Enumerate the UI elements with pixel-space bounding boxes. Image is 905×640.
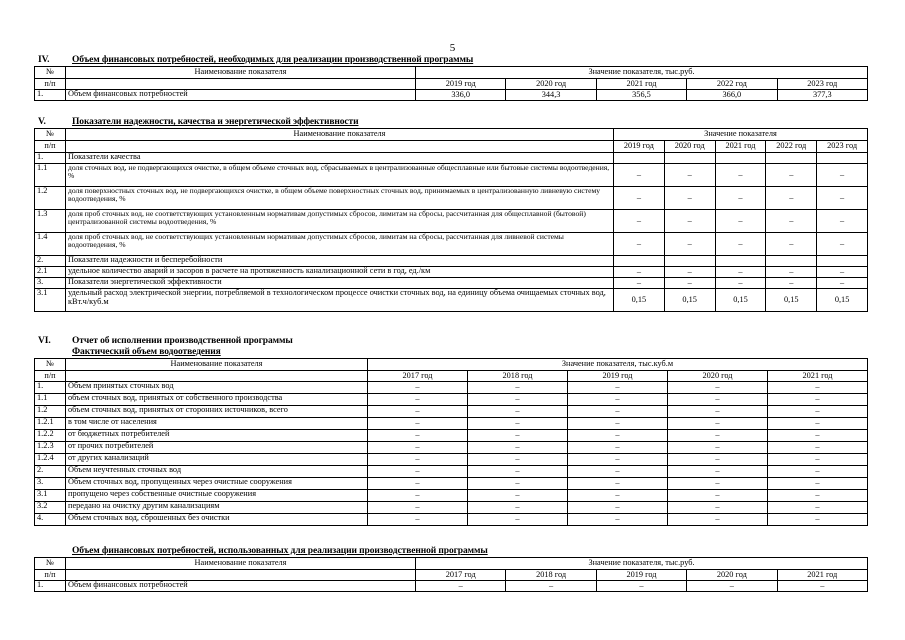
row-value: – — [766, 278, 817, 289]
year-header: 2021 год — [768, 371, 868, 382]
row-value: – — [668, 382, 768, 394]
row-value: – — [668, 430, 768, 442]
row-value: – — [568, 502, 668, 514]
row-num: 1.2.2 — [35, 430, 66, 442]
row-value: – — [614, 187, 665, 210]
row-value: – — [768, 442, 868, 454]
row-value: – — [614, 210, 665, 233]
row-value: – — [668, 454, 768, 466]
row-value: 0,15 — [817, 289, 868, 312]
row-value: – — [768, 382, 868, 394]
row-value — [614, 256, 665, 267]
row-value: 0,15 — [614, 289, 665, 312]
col-value-header: Значение показателя, тыс.руб. — [416, 558, 868, 570]
year-header: 2018 год — [506, 570, 596, 581]
row-value — [715, 153, 766, 164]
row-name: пропущено через собственные очистные сооружения — [66, 490, 368, 502]
row-value: – — [668, 418, 768, 430]
row-value: – — [668, 502, 768, 514]
year-header: 2021 год — [777, 570, 867, 581]
row-value: – — [468, 454, 568, 466]
section-7-title-text: Объем финансовых потребностей, использованных для реализации производственной программы — [72, 546, 488, 556]
col-num-header-2: п/п — [35, 371, 66, 382]
col-num-header: № — [35, 67, 66, 79]
row-value: – — [715, 278, 766, 289]
row-name: Объем неучтенных сточных вод — [66, 466, 368, 478]
row-num: 1.3 — [35, 210, 66, 233]
row-value: – — [468, 466, 568, 478]
year-header: 2021 год — [596, 79, 686, 90]
row-value: – — [568, 478, 668, 490]
row-value: – — [614, 233, 665, 256]
row-value: – — [715, 233, 766, 256]
col-value-header: Значение показателя — [614, 129, 868, 141]
row-num: 1. — [35, 153, 66, 164]
row-value: – — [468, 442, 568, 454]
row-name: Объем финансовых потребностей — [66, 90, 416, 101]
row-value: – — [568, 406, 668, 418]
year-header: 2023 год — [817, 141, 868, 153]
row-value: – — [368, 490, 468, 502]
row-value: – — [817, 267, 868, 278]
row-name: Показатели качества — [66, 153, 614, 164]
row-name: Объем сточных вод, сброшенных без очистки — [66, 514, 368, 526]
row-num: 3.1 — [35, 289, 66, 312]
row-value: – — [368, 454, 468, 466]
col-num-header-2: п/п — [35, 570, 66, 581]
row-value: – — [468, 394, 568, 406]
row-value: – — [668, 514, 768, 526]
row-value: 344,3 — [506, 90, 596, 101]
row-value: – — [416, 581, 506, 592]
financial-used-table — [34, 557, 868, 592]
row-value: – — [368, 442, 468, 454]
row-value: – — [768, 514, 868, 526]
row-value: – — [768, 418, 868, 430]
row-value: – — [596, 581, 686, 592]
row-value: – — [768, 478, 868, 490]
row-value: 356,5 — [596, 90, 686, 101]
row-value: – — [614, 164, 665, 187]
row-value: – — [468, 490, 568, 502]
row-value — [664, 153, 715, 164]
year-header: 2021 год — [715, 141, 766, 153]
year-header: 2020 год — [668, 371, 768, 382]
row-num: 2.1 — [35, 267, 66, 278]
table-row — [35, 278, 868, 289]
row-value: 0,15 — [715, 289, 766, 312]
table-row — [35, 210, 868, 233]
row-value: – — [368, 406, 468, 418]
row-value: – — [777, 581, 867, 592]
row-value: – — [568, 430, 668, 442]
row-value: – — [368, 502, 468, 514]
row-value: – — [817, 210, 868, 233]
row-value: – — [614, 278, 665, 289]
row-num: 3. — [35, 278, 66, 289]
row-num: 3.2 — [35, 502, 66, 514]
row-value: – — [817, 233, 868, 256]
row-value: – — [368, 382, 468, 394]
row-num: 4. — [35, 514, 66, 526]
row-value — [766, 256, 817, 267]
row-value: – — [468, 514, 568, 526]
row-value: – — [766, 164, 817, 187]
col-name-header-blank — [66, 570, 416, 581]
row-num: 1.4 — [35, 233, 66, 256]
table-row — [35, 164, 868, 187]
table-row — [35, 442, 868, 454]
row-value: – — [664, 164, 715, 187]
financial-needs-table — [34, 66, 868, 101]
row-value: – — [368, 418, 468, 430]
row-value: – — [668, 406, 768, 418]
row-value: – — [468, 478, 568, 490]
year-header: 2023 год — [777, 79, 867, 90]
row-num: 3. — [35, 478, 66, 490]
row-value: – — [568, 454, 668, 466]
section-4-title — [38, 55, 473, 65]
row-value: – — [668, 442, 768, 454]
row-name: от других канализаций — [66, 454, 368, 466]
row-value: – — [768, 430, 868, 442]
table-row — [35, 514, 868, 526]
row-value: 377,3 — [777, 90, 867, 101]
col-name-header: Наименование показателя — [66, 359, 368, 371]
row-name: объем сточных вод, принятых от собственного производства — [66, 394, 368, 406]
reliability-indicators-table — [34, 128, 868, 312]
row-name: доля проб сточных вод, не соответствующих установленным нормативам допустимых сбросов, лимитам на сбросы, рассчитанная для ливневой системы водоотведения, % — [66, 233, 614, 256]
row-value: – — [768, 466, 868, 478]
row-value: – — [715, 187, 766, 210]
row-value: – — [664, 187, 715, 210]
table-row — [35, 466, 868, 478]
row-num: 1. — [35, 581, 66, 592]
row-value: – — [568, 490, 668, 502]
row-value: – — [768, 490, 868, 502]
row-value: – — [568, 382, 668, 394]
col-num-header: № — [35, 558, 66, 570]
row-value: – — [768, 454, 868, 466]
row-value: – — [468, 406, 568, 418]
row-value — [715, 256, 766, 267]
table-row — [35, 502, 868, 514]
row-value: 0,15 — [664, 289, 715, 312]
row-value: – — [768, 406, 868, 418]
table-row — [35, 406, 868, 418]
row-name: от бюджетных потребителей — [66, 430, 368, 442]
row-value: – — [715, 210, 766, 233]
year-header: 2020 год — [664, 141, 715, 153]
table-row — [35, 153, 868, 164]
row-num: 2. — [35, 256, 66, 267]
row-num: 1.2.3 — [35, 442, 66, 454]
section-5-title — [38, 117, 358, 127]
row-value: – — [817, 187, 868, 210]
section-5-title-text: Показатели надежности, качества и энергетической эффективности — [72, 117, 359, 127]
section-5-roman: V. — [38, 117, 46, 127]
row-value: – — [817, 278, 868, 289]
row-value: – — [715, 267, 766, 278]
section-4-title-text: Объем финансовых потребностей, необходимых для реализации производственной программы — [72, 55, 474, 65]
row-name: удельный расход электрической энергии, потребляемой в технологическом процессе очистки сточных вод, на единицу объема очищаемых сточных вод, кВт.ч/куб.м — [66, 289, 614, 312]
row-value: – — [468, 430, 568, 442]
row-num: 1.2.1 — [35, 418, 66, 430]
row-name: объем сточных вод, принятых от сторонних источников, всего — [66, 406, 368, 418]
table-row — [35, 430, 868, 442]
row-value — [766, 153, 817, 164]
table-row — [35, 454, 868, 466]
year-header: 2019 год — [568, 371, 668, 382]
row-value — [664, 256, 715, 267]
table-row — [35, 267, 868, 278]
row-name: передано на очистку другим канализациям — [66, 502, 368, 514]
table-row — [35, 478, 868, 490]
col-name-header-blank — [66, 371, 368, 382]
row-name: Объем сточных вод, пропущенных через очистные сооружения — [66, 478, 368, 490]
col-name-header: Наименование показателя — [66, 67, 416, 79]
row-name: Показатели надежности и бесперебойности — [66, 256, 614, 267]
col-name-header: Наименование показателя — [66, 129, 614, 141]
year-header: 2017 год — [368, 371, 468, 382]
year-header: 2022 год — [687, 79, 777, 90]
row-num: 1. — [35, 90, 66, 101]
year-header: 2020 год — [687, 570, 777, 581]
row-num: 1.1 — [35, 164, 66, 187]
table-row — [35, 418, 868, 430]
year-header: 2022 год — [766, 141, 817, 153]
year-header: 2018 год — [468, 371, 568, 382]
table-row — [35, 256, 868, 267]
row-name: удельное количество аварий и засоров в расчете на протяженность канализационной сети в год, ед./км — [66, 267, 614, 278]
row-value: – — [664, 210, 715, 233]
section-4-roman: IV. — [38, 55, 50, 65]
row-value: – — [568, 418, 668, 430]
row-value: – — [468, 502, 568, 514]
row-num: 1.1 — [35, 394, 66, 406]
row-value: – — [715, 164, 766, 187]
section-6-title — [38, 336, 293, 346]
row-value: – — [664, 278, 715, 289]
row-value: – — [568, 514, 668, 526]
col-num-header: № — [35, 359, 66, 371]
row-value: – — [766, 210, 817, 233]
section-6-subtitle — [72, 347, 221, 357]
row-num: 1. — [35, 382, 66, 394]
col-num-header-2: п/п — [35, 141, 66, 153]
row-value: – — [568, 466, 668, 478]
row-value: – — [568, 394, 668, 406]
row-name: доля проб сточных вод, не соответствующих установленным нормативам допустимых сбросов, лимитам на сбросы, рассчитанная для общесплавной (бытовой) централизованной системы водоотведения, % — [66, 210, 614, 233]
row-name: доля сточных вод, не подвергающихся очистке, в общем объеме сточных вод, сбрасываемых в централизованные общесплавные или бытовые системы водоотведения, % — [66, 164, 614, 187]
row-name: Показатели энергетической эффективности — [66, 278, 614, 289]
table-row — [35, 289, 868, 312]
col-name-header-blank — [66, 79, 416, 90]
row-name: от прочих потребителей — [66, 442, 368, 454]
row-value: – — [368, 478, 468, 490]
row-value: 366,0 — [687, 90, 777, 101]
row-num: 3.1 — [35, 490, 66, 502]
col-value-header: Значение показателя, тыс.куб.м — [368, 359, 868, 371]
row-value: – — [568, 442, 668, 454]
row-value: – — [766, 187, 817, 210]
section-6-roman: VI. — [38, 336, 51, 346]
table-row — [35, 90, 868, 101]
row-name: Объем финансовых потребностей — [66, 581, 416, 592]
row-value: – — [368, 514, 468, 526]
row-value: 336,0 — [416, 90, 506, 101]
row-value: – — [664, 233, 715, 256]
col-value-header: Значение показателя, тыс.руб. — [416, 67, 868, 79]
row-num: 1.2 — [35, 406, 66, 418]
table-row — [35, 382, 868, 394]
section-6-subtitle-text: Фактический объем водоотведения — [72, 347, 221, 357]
page-number: 5 — [449, 42, 456, 54]
col-num-header: № — [35, 129, 66, 141]
row-num: 2. — [35, 466, 66, 478]
row-value: – — [766, 233, 817, 256]
row-value: – — [668, 466, 768, 478]
row-num: 1.2 — [35, 187, 66, 210]
row-value: – — [768, 394, 868, 406]
row-value — [817, 153, 868, 164]
row-value — [614, 153, 665, 164]
section-7-title — [72, 546, 488, 556]
section-6-title-text: Отчет об исполнении производственной программы — [72, 336, 293, 346]
col-name-header-blank — [66, 141, 614, 153]
row-value: – — [668, 394, 768, 406]
row-value: – — [668, 478, 768, 490]
year-header: 2019 год — [596, 570, 686, 581]
col-num-header-2: п/п — [35, 79, 66, 90]
col-name-header: Наименование показателя — [66, 558, 416, 570]
row-value: – — [468, 418, 568, 430]
table-row — [35, 394, 868, 406]
table-row — [35, 581, 868, 592]
row-value: – — [664, 267, 715, 278]
row-name: доля поверхностных сточных вод, не подвергающихся очистке, в общем объеме поверхностных сточных вод, принимаемых в централизованную ливневую систему водоотведения, % — [66, 187, 614, 210]
row-value: – — [687, 581, 777, 592]
row-value: – — [368, 394, 468, 406]
row-value: – — [506, 581, 596, 592]
row-value: 0,15 — [766, 289, 817, 312]
table-row — [35, 233, 868, 256]
year-header: 2019 год — [614, 141, 665, 153]
row-value: – — [766, 267, 817, 278]
row-value: – — [668, 490, 768, 502]
row-value — [817, 256, 868, 267]
year-header: 2017 год — [416, 570, 506, 581]
year-header: 2020 год — [506, 79, 596, 90]
table-row — [35, 490, 868, 502]
row-value: – — [368, 430, 468, 442]
row-name: Объем принятых сточных вод — [66, 382, 368, 394]
row-value: – — [614, 267, 665, 278]
drainage-volume-table — [34, 358, 868, 526]
row-value: – — [368, 466, 468, 478]
year-header: 2019 год — [416, 79, 506, 90]
row-name: в том числе от населения — [66, 418, 368, 430]
table-row — [35, 187, 868, 210]
row-value: – — [817, 164, 868, 187]
row-value: – — [768, 502, 868, 514]
row-num: 1.2.4 — [35, 454, 66, 466]
row-value: – — [468, 382, 568, 394]
